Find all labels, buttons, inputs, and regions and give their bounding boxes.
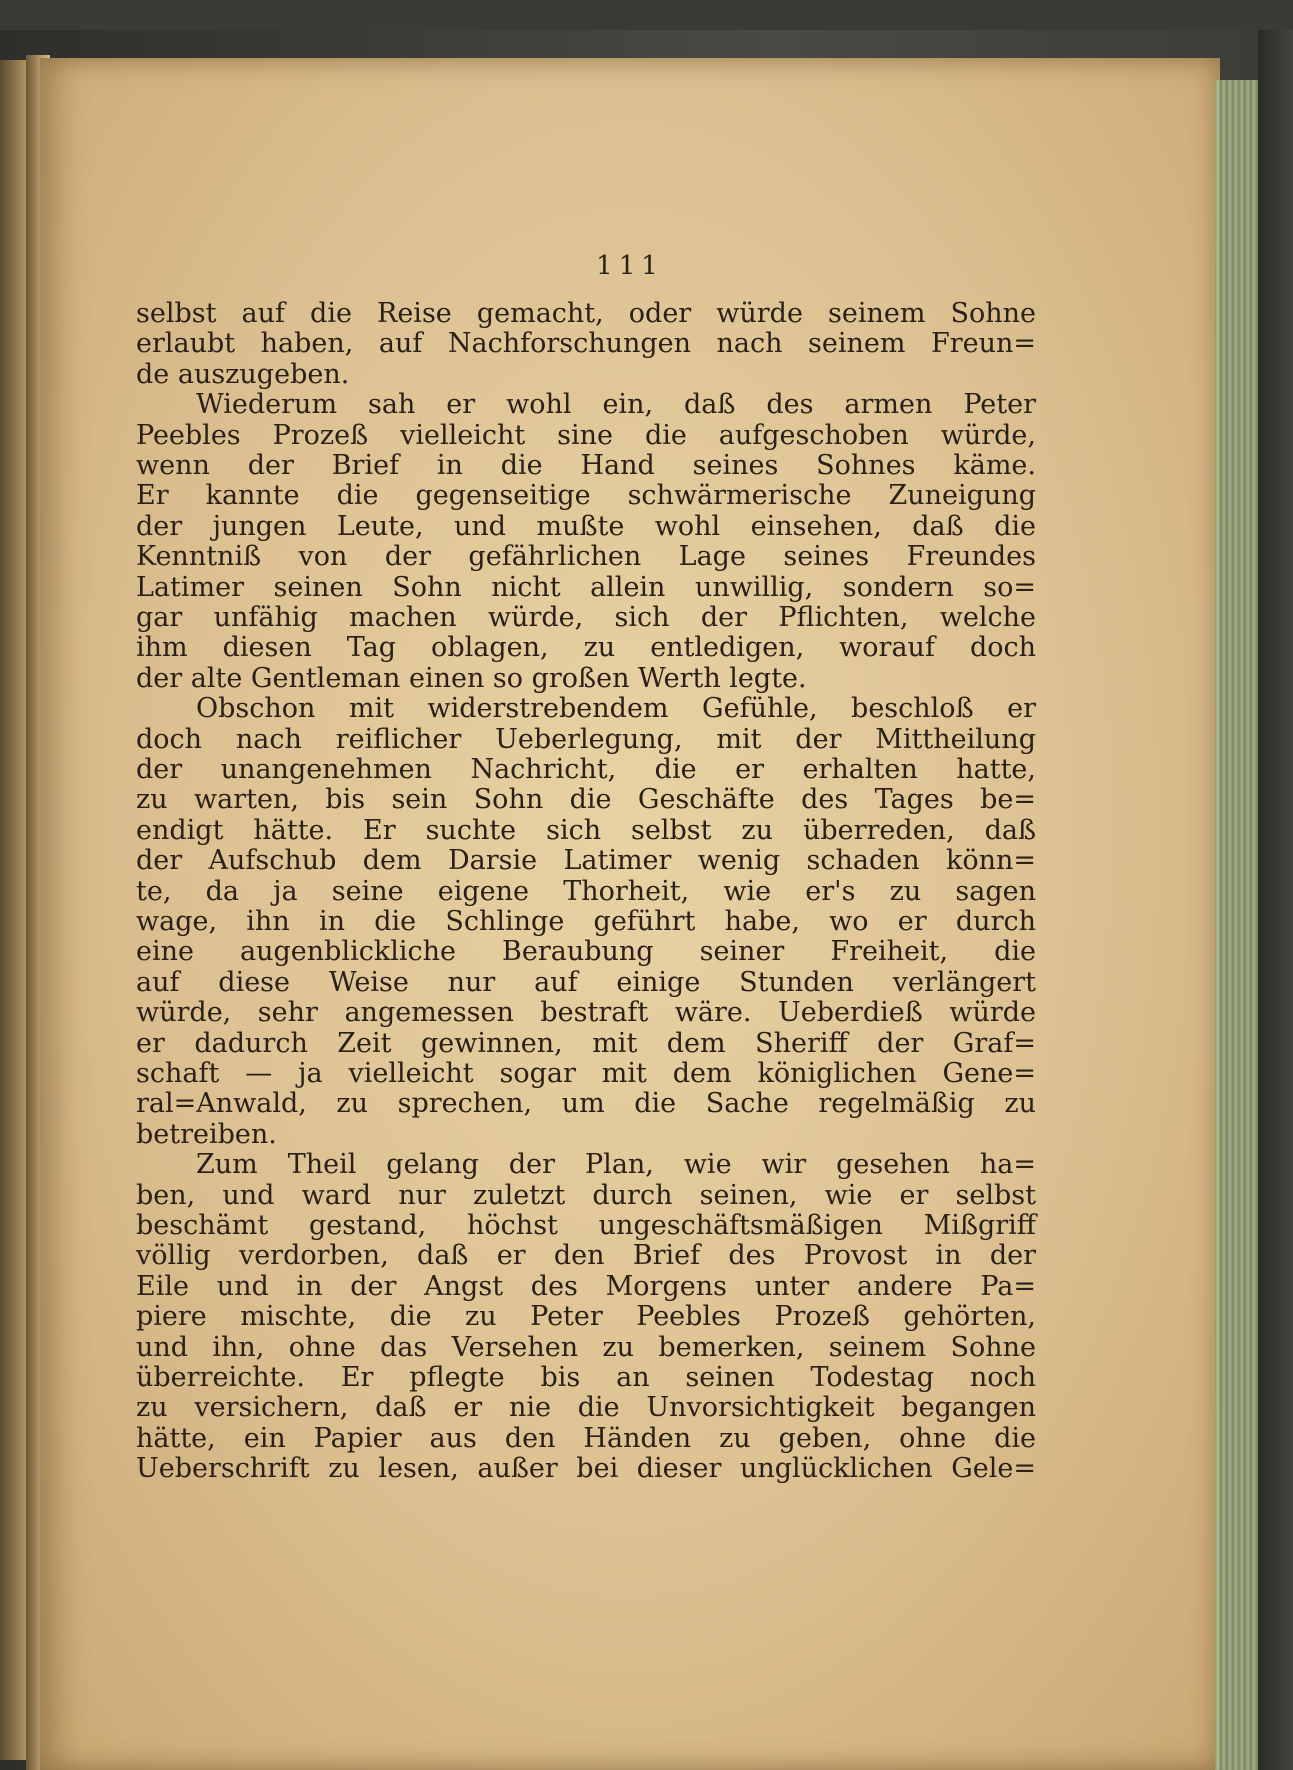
text-line: ral=Anwald, zu sprechen, um die Sache regelmäßig zu <box>136 1088 1036 1120</box>
text-line: gar unfähig machen würde, sich der Pflichten, welche <box>136 602 1036 633</box>
text-line: überreichte. Er pflegte bis an seinen Todestag noch <box>136 1362 1036 1393</box>
text-line: völlig verdorben, daß er den Brief des Provost in der <box>136 1240 1036 1272</box>
text-line: Peebles Prozeß vielleicht sine die aufgeschoben würde, <box>136 419 1036 451</box>
text-line: auf diese Weise nur auf einige Stunden verlängert <box>136 966 1036 998</box>
text-line: Wiederum sah er wohl ein, daß des armen Peter <box>196 389 1036 421</box>
text-line: Latimer seinen Sohn nicht allein unwillig, sondern so= <box>136 571 1036 603</box>
text-line: Eile und in der Angst des Morgens unter andere Pa= <box>136 1270 1036 1302</box>
text-line: selbst auf die Reise gemacht, oder würde seinem Sohne <box>136 298 1036 329</box>
text-line: de auszugeben. <box>136 358 350 390</box>
text-line: wenn der Brief in die Hand seines Sohnes käme. <box>136 450 1036 481</box>
text-line: endigt hätte. Er suchte sich selbst zu überreden, daß <box>136 814 1036 846</box>
text-line: Zum Theil gelang der Plan, wie wir gesehen ha= <box>196 1149 1036 1181</box>
page-number: 111 <box>596 251 664 281</box>
text-line: beschämt gestand, höchst ungeschäftsmäßigen Mißgriff <box>136 1210 1036 1241</box>
text-line: Ueberschrift zu lesen, außer bei dieser unglücklichen Gele= <box>136 1453 1036 1485</box>
text-line: der unangenehmen Nachricht, die er erhalten hatte, <box>136 754 1036 785</box>
text-line: doch nach reiflicher Ueberlegung, mit der Mittheilung <box>136 723 1036 755</box>
text-line: der jungen Leute, und mußte wohl einsehen, daß die <box>136 510 1036 542</box>
text-line: te, da ja seine eigene Thorheit, wie er's zu sagen <box>136 875 1036 907</box>
page-fore-edge <box>1215 80 1260 1770</box>
text-line: piere mischte, die zu Peter Peebles Prozeß gehörten, <box>136 1301 1036 1333</box>
text-line: eine augenblickliche Beraubung seiner Freiheit, die <box>136 936 1036 968</box>
book-page <box>40 58 1220 1770</box>
text-line: ihm diesen Tag oblagen, zu entledigen, worauf doch <box>136 632 1036 664</box>
text-line: ben, und ward nur zuletzt durch seinen, wie er selbst <box>136 1179 1036 1211</box>
text-line: hätte, ein Papier aus den Händen zu geben, ohne die <box>136 1422 1036 1454</box>
text-line: zu versichern, daß er nie die Unvorsichtigkeit begangen <box>136 1392 1036 1424</box>
text-line: wage, ihn in die Schlinge geführt habe, wo er durch <box>136 906 1036 937</box>
text-line: betreiben. <box>136 1118 277 1150</box>
text-line: er dadurch Zeit gewinnen, mit dem Sheriff der Graf= <box>136 1027 1036 1059</box>
text-line: und ihn, ohne das Versehen zu bemerken, seinem Sohne <box>136 1331 1036 1363</box>
text-line: der alte Gentleman einen so großen Werth legte. <box>136 662 807 694</box>
text-line: Er kannte die gegenseitige schwärmerische Zuneigung <box>136 480 1036 512</box>
text-line: zu warten, bis sein Sohn die Geschäfte des Tages be= <box>136 784 1036 816</box>
text-line: würde, sehr angemessen bestraft wäre. Ueberdieß würde <box>136 997 1036 1029</box>
text-line: Obschon mit widerstrebendem Gefühle, beschloß er <box>196 693 1036 725</box>
text-line: Kenntniß von der gefährlichen Lage seines Freundes <box>136 541 1036 573</box>
text-line: der Aufschub dem Darsie Latimer wenig schaden könn= <box>136 845 1036 877</box>
cover-edge <box>1258 30 1293 1770</box>
text-line: erlaubt haben, auf Nachforschungen nach seinem Freun= <box>136 328 1036 360</box>
text-line: schaft — ja vielleicht sogar mit dem königlichen Gene= <box>136 1058 1036 1089</box>
